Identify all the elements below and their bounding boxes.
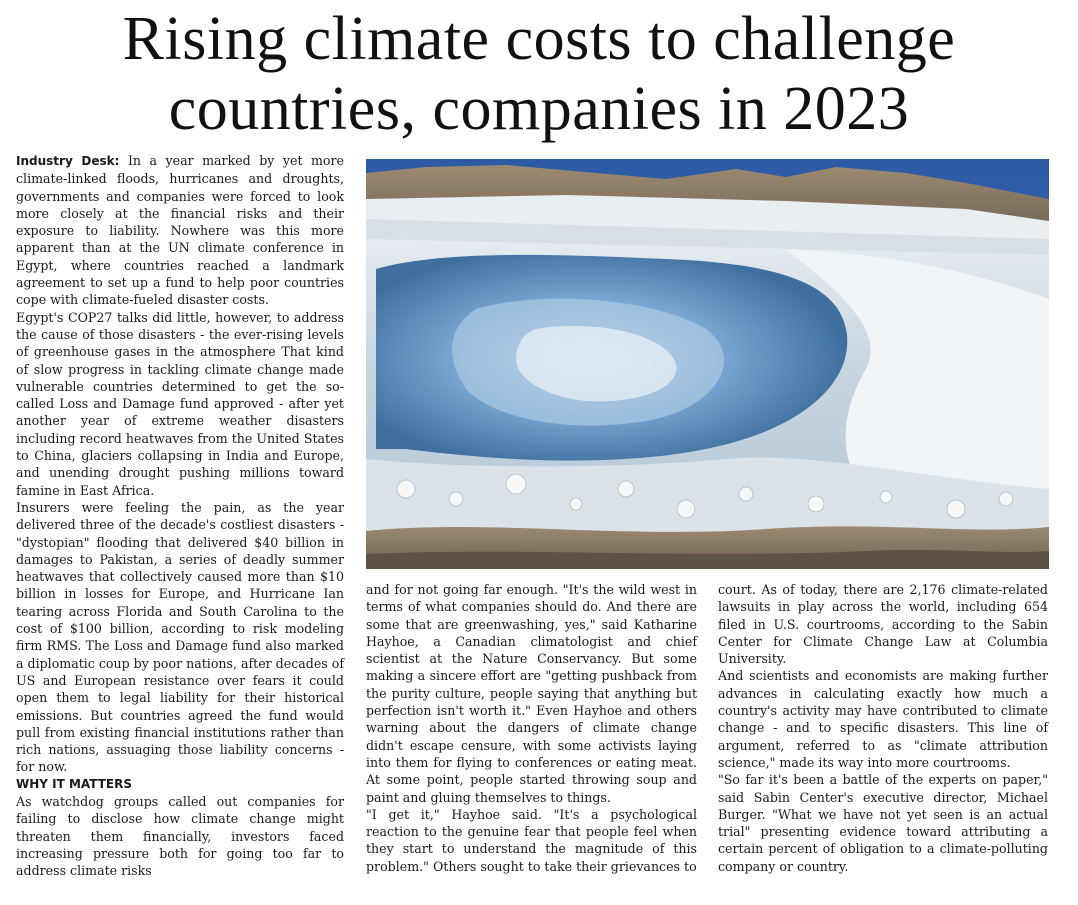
paragraph-8: And scientists and economists are making further advances in calculating exactly how much a country's activity may have contributed to climate change - and to specific disasters. This line of argument, referred to as "climate attribution science," made its way into more courtrooms.: [718, 668, 1048, 770]
article-column-1: [16, 152, 344, 879]
paragraph-7: court. As of today, there are 2,176 climate-related lawsuits in play across the world, including 654 filed in U.S. courtrooms, according to the Sabin Center for Climate Change Law at Columbia University.: [718, 582, 1048, 667]
article-column-3: [718, 581, 1048, 875]
glacier-photo: [366, 159, 1049, 569]
paragraph-4: As watchdog groups called out companies for failing to disclose how climate change might threaten them financially, investors faced increasing pressure both for going too far to address climate risks: [16, 793, 344, 879]
lead-paragraph: [16, 152, 344, 309]
headline: Rising climate costs to challenge countries, companies in 2023: [122, 5, 956, 143]
paragraph-9: "So far it's been a battle of the experts on paper," said Sabin Center's executive director, Michael Burger. "What we have not yet seen is an actual trial" presenting evidence toward attributing a certain percent of obligation to a climate-polluting company or country.: [718, 772, 1048, 874]
glacier-image: [366, 159, 1049, 569]
paragraph-2: Egypt's COP27 talks did little, however, to address the cause of those disasters - the ever-rising levels of greenhouse gases in the atmosphere That kind of slow progress in tackling climate change made vulnerable countries determined to get the so-called Loss and Damage fund approved - after yet another year of extreme weather disasters including record heatwaves from the United States to China, glaciers collapsing in India and Europe, and unending drought pushing millions toward famine in East Africa.: [16, 309, 344, 498]
article-column-2: [366, 581, 697, 875]
lead-text: In a year marked by yet more climate-linked floods, hurricanes and droughts, governments and companies were forced to look more closely at the financial risks and their exposure to liability. Nowhere was this more apparent than at the UN climate conference in Egypt, where countries reached a landmark agreement to set up a fund to help poor countries cope with climate-fueled disaster costs.: [16, 153, 344, 308]
subhead-why-it-matters: WHY IT MATTERS: [16, 776, 132, 791]
kicker: Industry Desk:: [16, 154, 120, 168]
paragraph-3: Insurers were feeling the pain, as the year delivered three of the decade's costliest disasters - "dystopian" flooding that delivered $40 billion in damages to Pakistan, a series of deadly summer heatwaves that collectively caused more than $10 billion in losses for Europe, and Hurricane Ian tearing across Florida and South Carolina to the cost of $100 billion, according to risk modeling firm RMS. The Loss and Damage fund also marked a diplomatic coup by poor nations, after decades of US and European resistance over fears it could open them to legal liability for their historical emissions. But countries agreed the fund would pull from existing financial institutions rather than rich nations, assuaging those liability concerns - for now.: [16, 499, 344, 775]
paragraph-5: and for not going far enough. "It's the wild west in terms of what companies should do. And there are some that are greenwashing, yes," said Katharine Hayhoe, a Canadian climatologist and chief scientist at the Nature Conservancy. But some making a sincere effort are "getting pushback from the purity culture, people saying that anything but perfection isn't worth it." Even Hayhoe and others warning about the dangers of climate change didn't escape censure, with some activists laying into them for flying to conferences or eating meat. At some point, people started throwing soup and paint and gluing themselves to things.: [366, 582, 697, 805]
paragraph-6: "I get it," Hayhoe said. "It's a psychological reaction to the genuine fear that people feel when they start to understand the magnitude of this problem." Others sought to take their grievances to: [366, 806, 697, 874]
